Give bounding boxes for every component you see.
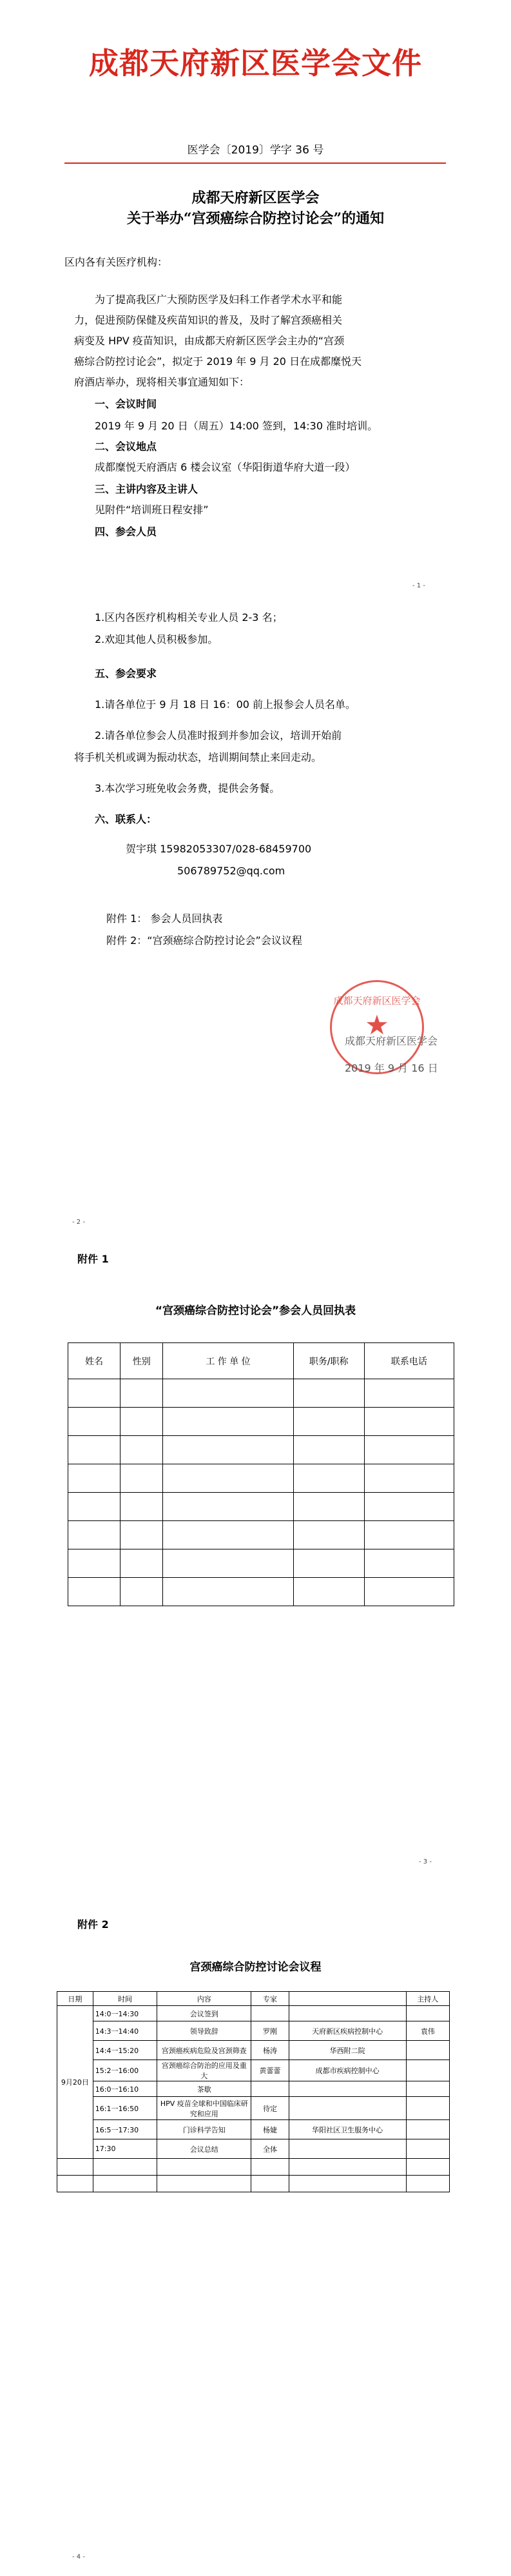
document-number: 医学会〔2019〕学字 36 号 bbox=[187, 144, 324, 157]
table-header-row bbox=[57, 1992, 450, 2006]
attachment-ref: 附件 1： 参会人员回执表 bbox=[106, 912, 223, 925]
section-text: 成都糜悦天府酒店 6 楼会议室（华阳街道华府大道一段） bbox=[95, 461, 356, 473]
host-cell bbox=[406, 2060, 449, 2081]
table-cell[interactable] bbox=[120, 1379, 162, 1408]
attachment-label: 附件 1 bbox=[77, 1253, 109, 1265]
org-header-title: 成都天府新区医学会文件 bbox=[89, 46, 422, 81]
content-cell: 会议总结 bbox=[157, 2139, 251, 2159]
column-header bbox=[289, 1992, 406, 2006]
content-cell: HPV 疫苗全球和中国临床研究和应用 bbox=[157, 2097, 251, 2120]
list-item: 将手机关机或调为振动状态，培训期间禁止来回走动。 bbox=[74, 751, 322, 763]
table-cell[interactable] bbox=[293, 1549, 364, 1578]
page-number: - 4 - bbox=[72, 2553, 85, 2561]
table-cell bbox=[251, 2176, 289, 2192]
notice-title-line1: 成都天府新区医学会 bbox=[191, 190, 320, 206]
table-cell[interactable] bbox=[364, 1578, 454, 1606]
table-row bbox=[57, 2006, 450, 2021]
table-cell[interactable] bbox=[163, 1521, 293, 1549]
table-cell bbox=[289, 2159, 406, 2176]
intro-line: 为了提高我区广大预防医学及妇科工作者学术水平和能 bbox=[95, 293, 343, 306]
table-row bbox=[68, 1493, 454, 1521]
table-row bbox=[68, 1408, 454, 1436]
table-cell[interactable] bbox=[68, 1464, 121, 1493]
table-cell[interactable] bbox=[68, 1379, 121, 1408]
table-cell[interactable] bbox=[120, 1549, 162, 1578]
table-cell[interactable] bbox=[293, 1493, 364, 1521]
column-header: 工 作 单 位 bbox=[163, 1343, 293, 1379]
table-cell[interactable] bbox=[364, 1464, 454, 1493]
attachment-label: 附件 2 bbox=[77, 1918, 109, 1931]
table-cell[interactable] bbox=[68, 1436, 121, 1464]
host-cell bbox=[406, 2139, 449, 2159]
list-item: 3.本次学习班免收会务费，提供会务餐。 bbox=[95, 782, 280, 794]
seal-star-icon: ★ bbox=[365, 1009, 389, 1041]
host-cell bbox=[406, 2041, 449, 2060]
table-cell bbox=[93, 2176, 157, 2192]
table-cell[interactable] bbox=[68, 1549, 121, 1578]
time-cell: 15:2一16:00 bbox=[93, 2060, 157, 2081]
unit-cell bbox=[289, 2097, 406, 2120]
host-cell bbox=[406, 2006, 449, 2021]
intro-line: 力，促进预防保健及疾苗知识的普及，及时了解宫颈癌相关 bbox=[74, 314, 343, 326]
expert-cell: 杨婕 bbox=[251, 2120, 289, 2139]
attachment1-title: “宫颈癌综合防控讨论会”参会人员回执表 bbox=[155, 1304, 356, 1317]
column-header: 日期 bbox=[57, 1992, 93, 2006]
column-header: 专家 bbox=[251, 1992, 289, 2006]
expert-cell bbox=[251, 2081, 289, 2097]
table-cell[interactable] bbox=[364, 1549, 454, 1578]
expert-cell bbox=[251, 2006, 289, 2021]
table-cell[interactable] bbox=[293, 1408, 364, 1436]
table-cell[interactable] bbox=[364, 1408, 454, 1436]
table-cell[interactable] bbox=[120, 1408, 162, 1436]
list-item: 2.请各单位参会人员准时报到并参加会议，培训开始前 bbox=[95, 729, 342, 742]
unit-cell: 华阳社区卫生服务中心 bbox=[289, 2120, 406, 2139]
table-cell[interactable] bbox=[364, 1379, 454, 1408]
expert-cell: 待定 bbox=[251, 2097, 289, 2120]
table-row bbox=[68, 1521, 454, 1549]
unit-cell bbox=[289, 2006, 406, 2021]
table-row bbox=[57, 2159, 450, 2176]
table-cell[interactable] bbox=[293, 1464, 364, 1493]
column-header: 主持人 bbox=[406, 1992, 449, 2006]
intro-line: 病变及 HPV 疫苗知识，由成都天府新区医学会主办的“宫颈 bbox=[74, 335, 345, 347]
table-row bbox=[57, 2060, 450, 2081]
table-row bbox=[57, 2120, 450, 2139]
table-cell[interactable] bbox=[293, 1578, 364, 1606]
content-cell: 门诊科学告知 bbox=[157, 2120, 251, 2139]
agenda-table bbox=[57, 1991, 450, 2192]
list-item: 2.欢迎其他人员积极参加。 bbox=[95, 633, 218, 645]
column-header: 时间 bbox=[93, 1992, 157, 2006]
table-row bbox=[68, 1549, 454, 1578]
column-header: 姓名 bbox=[68, 1343, 121, 1379]
unit-cell bbox=[289, 2139, 406, 2159]
expert-cell: 全体 bbox=[251, 2139, 289, 2159]
table-cell[interactable] bbox=[293, 1521, 364, 1549]
table-cell[interactable] bbox=[293, 1436, 364, 1464]
table-cell[interactable] bbox=[120, 1464, 162, 1493]
table-row bbox=[57, 2139, 450, 2159]
table-cell[interactable] bbox=[163, 1578, 293, 1606]
section-heading: 三、主讲内容及主讲人 bbox=[95, 483, 198, 495]
table-cell[interactable] bbox=[163, 1493, 293, 1521]
table-cell[interactable] bbox=[163, 1379, 293, 1408]
table-row bbox=[57, 2021, 450, 2041]
table-cell[interactable] bbox=[68, 1493, 121, 1521]
table-row bbox=[57, 2097, 450, 2120]
table-cell[interactable] bbox=[120, 1578, 162, 1606]
content-cell: 宫颈癌疾病危险及宫颈筛查 bbox=[157, 2041, 251, 2060]
table-cell bbox=[93, 2159, 157, 2176]
table-row bbox=[57, 2081, 450, 2097]
host-cell bbox=[406, 2120, 449, 2139]
expert-cell: 杨涛 bbox=[251, 2041, 289, 2060]
time-cell: 16:1一16:50 bbox=[93, 2097, 157, 2120]
unit-cell: 天府新区疾病控制中心 bbox=[289, 2021, 406, 2041]
red-divider bbox=[64, 162, 446, 164]
time-cell: 14:0一14:30 bbox=[93, 2006, 157, 2021]
unit-cell: 华西附二院 bbox=[289, 2041, 406, 2060]
table-header-row bbox=[68, 1343, 454, 1379]
intro-line: 府酒店举办，现将相关事宜通知如下： bbox=[74, 376, 250, 388]
sign-org: 成都天府新区医学会 bbox=[345, 1035, 438, 1047]
time-cell: 14:4一15:20 bbox=[93, 2041, 157, 2060]
seal-ring-text: 成都天府新区医学会 bbox=[333, 995, 421, 1007]
section-text: 2019 年 9 月 20 日（周五）14:00 签到，14:30 准时培训。 bbox=[95, 420, 378, 432]
section-heading: 五、参会要求 bbox=[95, 667, 157, 680]
column-header: 内容 bbox=[157, 1992, 251, 2006]
section-text: 见附件“培训班日程安排” bbox=[95, 504, 209, 516]
notice-title-line2: 关于举办“宫颈癌综合防控讨论会”的通知 bbox=[126, 210, 385, 227]
table-cell[interactable] bbox=[120, 1436, 162, 1464]
table-cell[interactable] bbox=[163, 1549, 293, 1578]
table-cell[interactable] bbox=[68, 1521, 121, 1549]
page-number: - 3 - bbox=[419, 1858, 432, 1865]
table-cell[interactable] bbox=[293, 1379, 364, 1408]
table-cell bbox=[406, 2176, 449, 2192]
attachment2-title: 宫颈癌综合防控讨论会议程 bbox=[189, 1961, 322, 1974]
table-cell[interactable] bbox=[364, 1521, 454, 1549]
table-row bbox=[68, 1464, 454, 1493]
table-cell bbox=[289, 2176, 406, 2192]
date-cell: 9月20日 bbox=[57, 2006, 93, 2159]
section-heading: 二、会议地点 bbox=[95, 440, 157, 453]
table-cell[interactable] bbox=[120, 1493, 162, 1521]
table-cell bbox=[57, 2176, 93, 2192]
table-cell bbox=[57, 2159, 93, 2176]
section-heading: 四、参会人员 bbox=[95, 526, 157, 538]
intro-line: 癌综合防控讨论会”，拟定于 2019 年 9 月 20 日在成都糜悦天 bbox=[74, 355, 362, 368]
page-number: - 2 - bbox=[72, 1219, 85, 1226]
table-cell[interactable] bbox=[68, 1408, 121, 1436]
list-item: 1.区内各医疗机构相关专业人员 2-3 名； bbox=[95, 611, 283, 624]
host-cell bbox=[406, 2097, 449, 2120]
content-cell: 宫颈癌综合防治的应用及重大 bbox=[157, 2060, 251, 2081]
attachment-ref: 附件 2：“宫颈癌综合防控讨论会”会议议程 bbox=[106, 934, 302, 947]
table-cell bbox=[406, 2159, 449, 2176]
time-cell: 17:30 bbox=[93, 2139, 157, 2159]
column-header: 职务/职称 bbox=[293, 1343, 364, 1379]
table-cell bbox=[157, 2176, 251, 2192]
sign-date: 2019 年 9 月 16 日 bbox=[345, 1062, 438, 1074]
host-cell bbox=[406, 2081, 449, 2097]
table-row bbox=[57, 2176, 450, 2192]
expert-cell: 黄蕾蕾 bbox=[251, 2060, 289, 2081]
contact-name-phone: 贺宇琪 15982053307/028-68459700 bbox=[126, 843, 312, 855]
page-number: - 1 - bbox=[412, 582, 425, 589]
time-cell: 16:5一17:30 bbox=[93, 2120, 157, 2139]
column-header: 性别 bbox=[120, 1343, 162, 1379]
section-heading: 六、联系人： bbox=[95, 813, 157, 825]
table-cell[interactable] bbox=[163, 1408, 293, 1436]
table-row bbox=[68, 1578, 454, 1606]
table-row bbox=[57, 2041, 450, 2060]
table-cell[interactable] bbox=[163, 1436, 293, 1464]
table-cell[interactable] bbox=[364, 1493, 454, 1521]
unit-cell: 成都市疾病控制中心 bbox=[289, 2060, 406, 2081]
time-cell: 16:0一16:10 bbox=[93, 2081, 157, 2097]
section-heading: 一、会议时间 bbox=[95, 398, 157, 410]
content-cell: 会议签到 bbox=[157, 2006, 251, 2021]
table-cell[interactable] bbox=[68, 1578, 121, 1606]
unit-cell bbox=[289, 2081, 406, 2097]
table-cell[interactable] bbox=[120, 1521, 162, 1549]
content-cell: 茶歇 bbox=[157, 2081, 251, 2097]
table-row bbox=[68, 1436, 454, 1464]
list-item: 1.请各单位于 9 月 18 日 16：00 前上报参会人员名单。 bbox=[95, 698, 356, 711]
content-cell: 领导致辞 bbox=[157, 2021, 251, 2041]
time-cell: 14:3一14:40 bbox=[93, 2021, 157, 2041]
table-cell bbox=[251, 2159, 289, 2176]
roster-table bbox=[68, 1342, 454, 1606]
host-cell: 袁伟 bbox=[406, 2021, 449, 2041]
table-cell[interactable] bbox=[163, 1464, 293, 1493]
expert-cell: 罗刚 bbox=[251, 2021, 289, 2041]
salutation: 区内各有关医疗机构： bbox=[64, 256, 168, 268]
table-row bbox=[68, 1379, 454, 1408]
column-header: 联系电话 bbox=[364, 1343, 454, 1379]
table-cell bbox=[157, 2159, 251, 2176]
contact-email: 506789752@qq.com bbox=[177, 865, 285, 877]
table-cell[interactable] bbox=[364, 1436, 454, 1464]
